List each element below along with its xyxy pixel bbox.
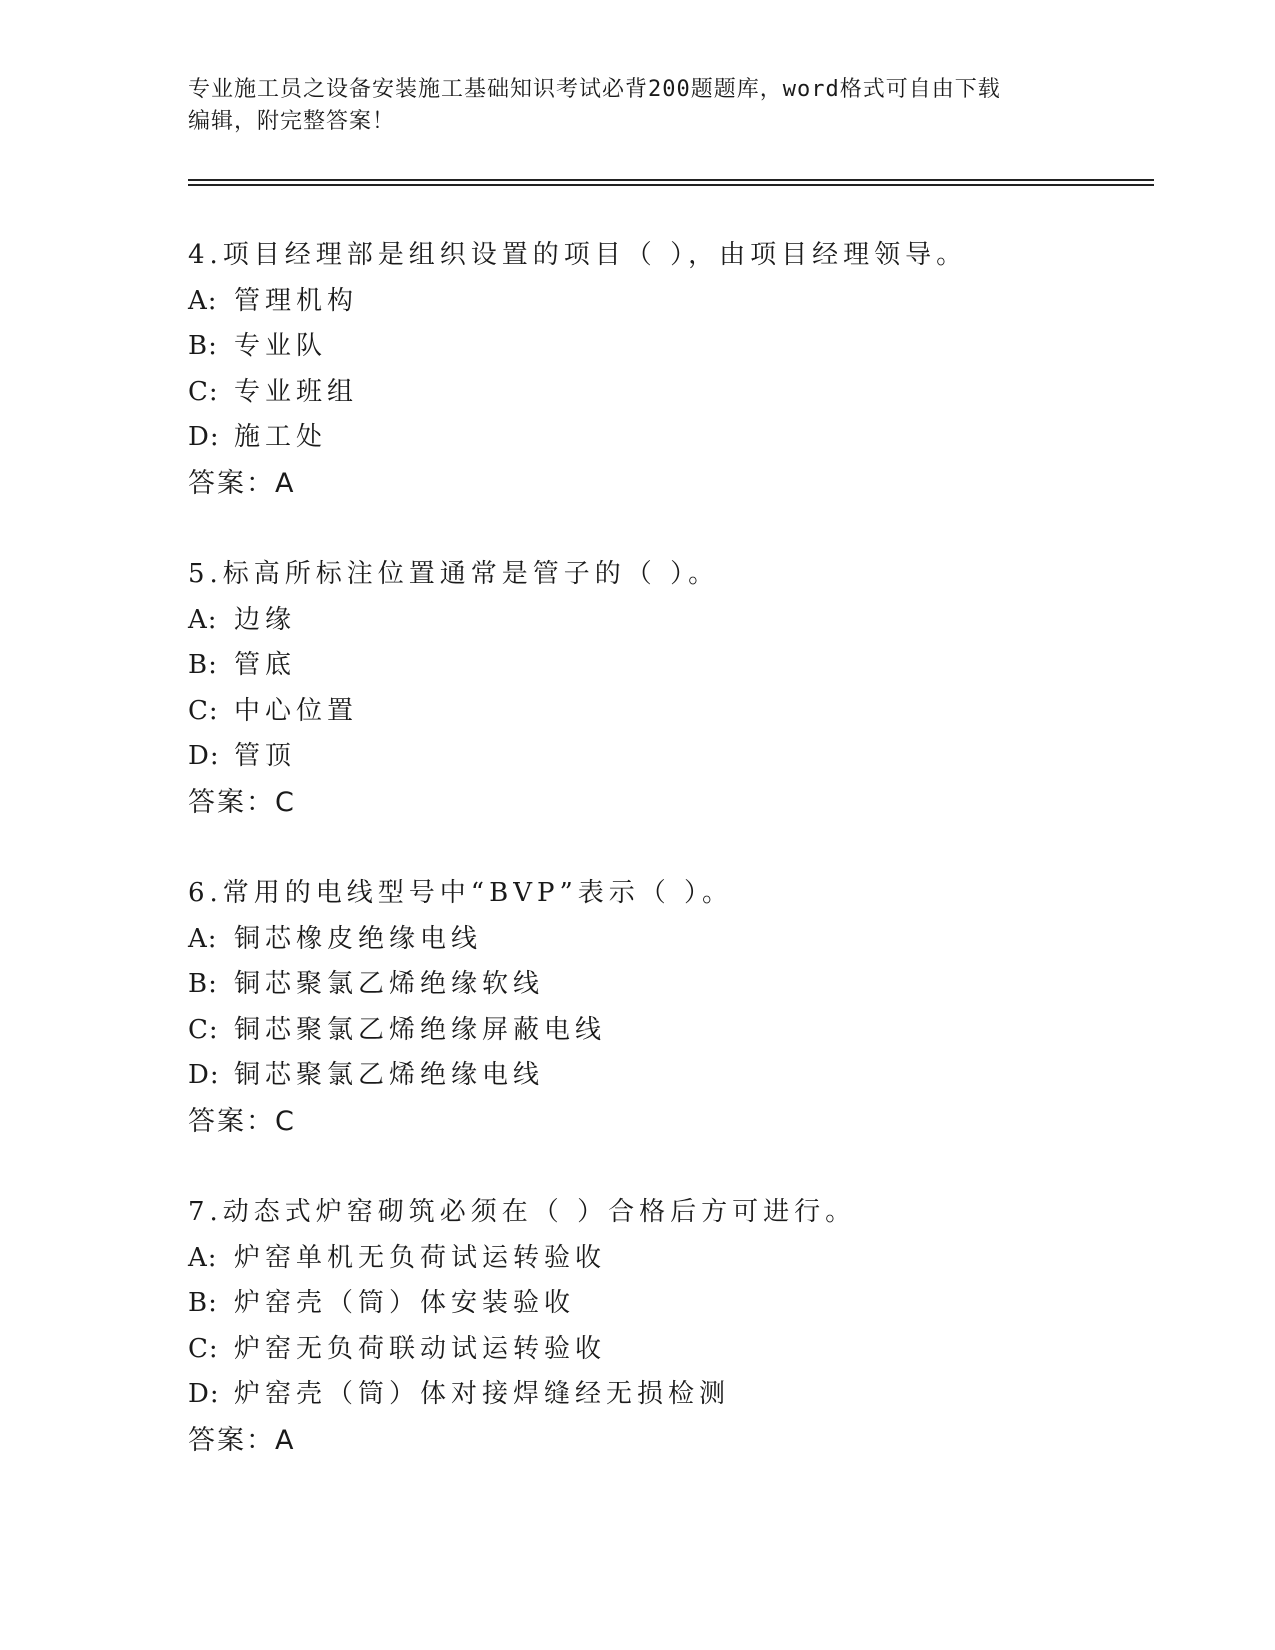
option-letter: C:: [188, 1014, 219, 1045]
option-text: 炉窑无负荷联动试运转验收: [234, 1333, 607, 1364]
option-text: 铜芯橡皮绝缘电线: [234, 923, 483, 954]
header-divider-bottom: [188, 184, 1154, 186]
question-6: [188, 871, 1148, 1144]
option-letter: B:: [188, 331, 218, 361]
question-4: [188, 233, 1148, 506]
option-a: [188, 598, 1148, 644]
option-b: [188, 962, 1148, 1008]
option-letter: C:: [188, 695, 219, 726]
question-stem: 4.项目经理部是组织设置的项目（ ），由项目经理领导。: [188, 240, 968, 270]
option-letter: D:: [188, 422, 220, 452]
question-stem: 5.标高所标注位置通常是管子的（ ）。: [188, 559, 720, 589]
option-c: [188, 1327, 1148, 1373]
option-letter: D:: [188, 1379, 220, 1409]
option-letter: C:: [188, 376, 219, 407]
option-text: 管底: [234, 650, 297, 680]
option-text: 中心位置: [234, 695, 359, 726]
question-5: [188, 552, 1148, 825]
option-text: 专业队: [234, 331, 328, 361]
option-b: [188, 643, 1148, 689]
option-text: 炉窑单机无负荷试运转验收: [234, 1242, 607, 1273]
answer-line: 答案：A: [188, 1424, 296, 1456]
option-letter: A:: [188, 923, 218, 954]
option-text: 边缘: [234, 604, 297, 635]
option-b: [188, 324, 1148, 370]
question-7: [188, 1190, 1148, 1463]
option-d: [188, 1372, 1148, 1418]
header-divider-top: [188, 179, 1154, 181]
option-letter: B:: [188, 969, 218, 999]
option-text: 施工处: [234, 422, 328, 452]
option-letter: B:: [188, 650, 218, 680]
option-letter: A:: [188, 1242, 218, 1273]
option-a: [188, 1236, 1148, 1282]
option-c: [188, 1008, 1148, 1054]
answer-line: 答案：A: [188, 467, 296, 499]
option-d: [188, 415, 1148, 461]
header-title-line-1: 专业施工员之设备安装施工基础知识考试必背200题题库，word格式可自由下载: [188, 77, 1001, 102]
option-a: [188, 917, 1148, 963]
option-text: 炉窑壳（筒）体安装验收: [234, 1288, 576, 1318]
document-header: [188, 74, 1088, 138]
answer-line: 答案：C: [188, 786, 296, 818]
option-b: [188, 1281, 1148, 1327]
option-d: [188, 1053, 1148, 1099]
option-text: 管理机构: [234, 285, 359, 316]
answer-line: 答案：C: [188, 1105, 296, 1137]
question-stem: 7.动态式炉窑砌筑必须在（ ）合格后方可进行。: [188, 1197, 857, 1227]
option-text: 铜芯聚氯乙烯绝缘屏蔽电线: [234, 1014, 607, 1045]
option-text: 铜芯聚氯乙烯绝缘电线: [234, 1060, 545, 1090]
option-text: 铜芯聚氯乙烯绝缘软线: [234, 969, 545, 999]
option-letter: A:: [188, 604, 218, 635]
option-c: [188, 689, 1148, 735]
option-letter: D:: [188, 741, 220, 771]
option-letter: B:: [188, 1288, 218, 1318]
option-c: [188, 370, 1148, 416]
option-a: [188, 279, 1148, 325]
option-text: 专业班组: [234, 376, 359, 407]
header-title-line-2: 编辑，附完整答案！: [188, 109, 396, 134]
option-letter: A:: [188, 285, 218, 316]
option-text: 炉窑壳（筒）体对接焊缝经无损检测: [234, 1379, 731, 1409]
option-letter: D:: [188, 1060, 220, 1090]
option-letter: C:: [188, 1333, 219, 1364]
question-stem: 6.常用的电线型号中“BVP”表示（ ）。: [188, 878, 734, 908]
option-d: [188, 734, 1148, 780]
option-text: 管顶: [234, 741, 297, 771]
